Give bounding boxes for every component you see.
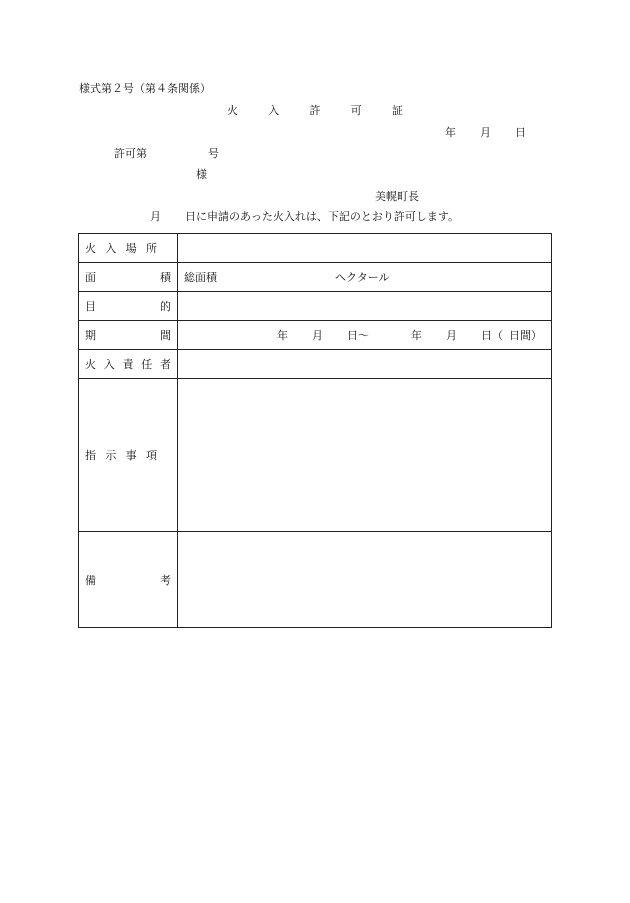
permit-prefix: 許可第 <box>114 147 147 160</box>
title-char: 可 <box>350 104 362 117</box>
label-person-in-charge: 火 入 責 任 者 <box>85 358 171 371</box>
issuer-name: 美幌町長 <box>375 190 419 203</box>
area-total-label: 総面積 <box>184 271 217 284</box>
label-purpose: 目 的 <box>85 300 171 313</box>
period-days: 日間） <box>509 329 542 342</box>
value-remarks <box>178 532 552 628</box>
period-start-day: 日〜 <box>347 329 369 342</box>
document-title <box>227 104 403 118</box>
value-area <box>178 263 552 292</box>
period-end-year: 年 <box>411 329 422 342</box>
permit-number-line <box>114 147 219 161</box>
label-instructions: 指 示 事 項 <box>85 449 157 462</box>
statement-month: 月 <box>150 210 161 223</box>
label-fire-location: 火 入 場 所 <box>85 242 157 255</box>
table-row <box>79 263 552 292</box>
value-fire-location <box>178 234 552 263</box>
label-period: 期 間 <box>85 329 171 342</box>
date-month: 月 <box>480 126 491 139</box>
title-char: 証 <box>392 104 403 117</box>
title-char: 入 <box>268 104 280 117</box>
value-instructions <box>178 379 552 532</box>
table-row <box>79 532 552 628</box>
table-row <box>79 234 552 263</box>
table-row <box>79 292 552 321</box>
title-char: 火 <box>227 104 238 117</box>
value-person-in-charge <box>178 350 552 379</box>
label-area: 面 積 <box>85 271 171 284</box>
label-remarks: 備 考 <box>85 573 171 587</box>
table-row <box>79 321 552 350</box>
date-year: 年 <box>445 126 456 139</box>
form-number: 様式第２号（第４条関係） <box>79 82 211 95</box>
area-unit: ヘクタール <box>335 271 390 284</box>
value-period <box>178 321 552 350</box>
statement-text: 日に申請のあった火入れは、下記のとおり許可します。 <box>185 210 460 223</box>
period-start-year: 年 <box>277 329 288 342</box>
period-end-day: 日（ <box>481 329 503 342</box>
value-purpose <box>178 292 552 321</box>
period-end-month: 月 <box>446 329 457 342</box>
permit-suffix: 号 <box>208 147 219 160</box>
title-char: 許 <box>309 104 321 117</box>
date-day: 日 <box>515 126 526 139</box>
table-row <box>79 379 552 532</box>
statement-line <box>150 210 459 224</box>
permit-form-table <box>78 233 552 628</box>
addressee-honorific: 様 <box>196 168 207 181</box>
table-row <box>79 350 552 379</box>
issue-date-line <box>445 126 526 140</box>
period-start-month: 月 <box>312 329 323 342</box>
